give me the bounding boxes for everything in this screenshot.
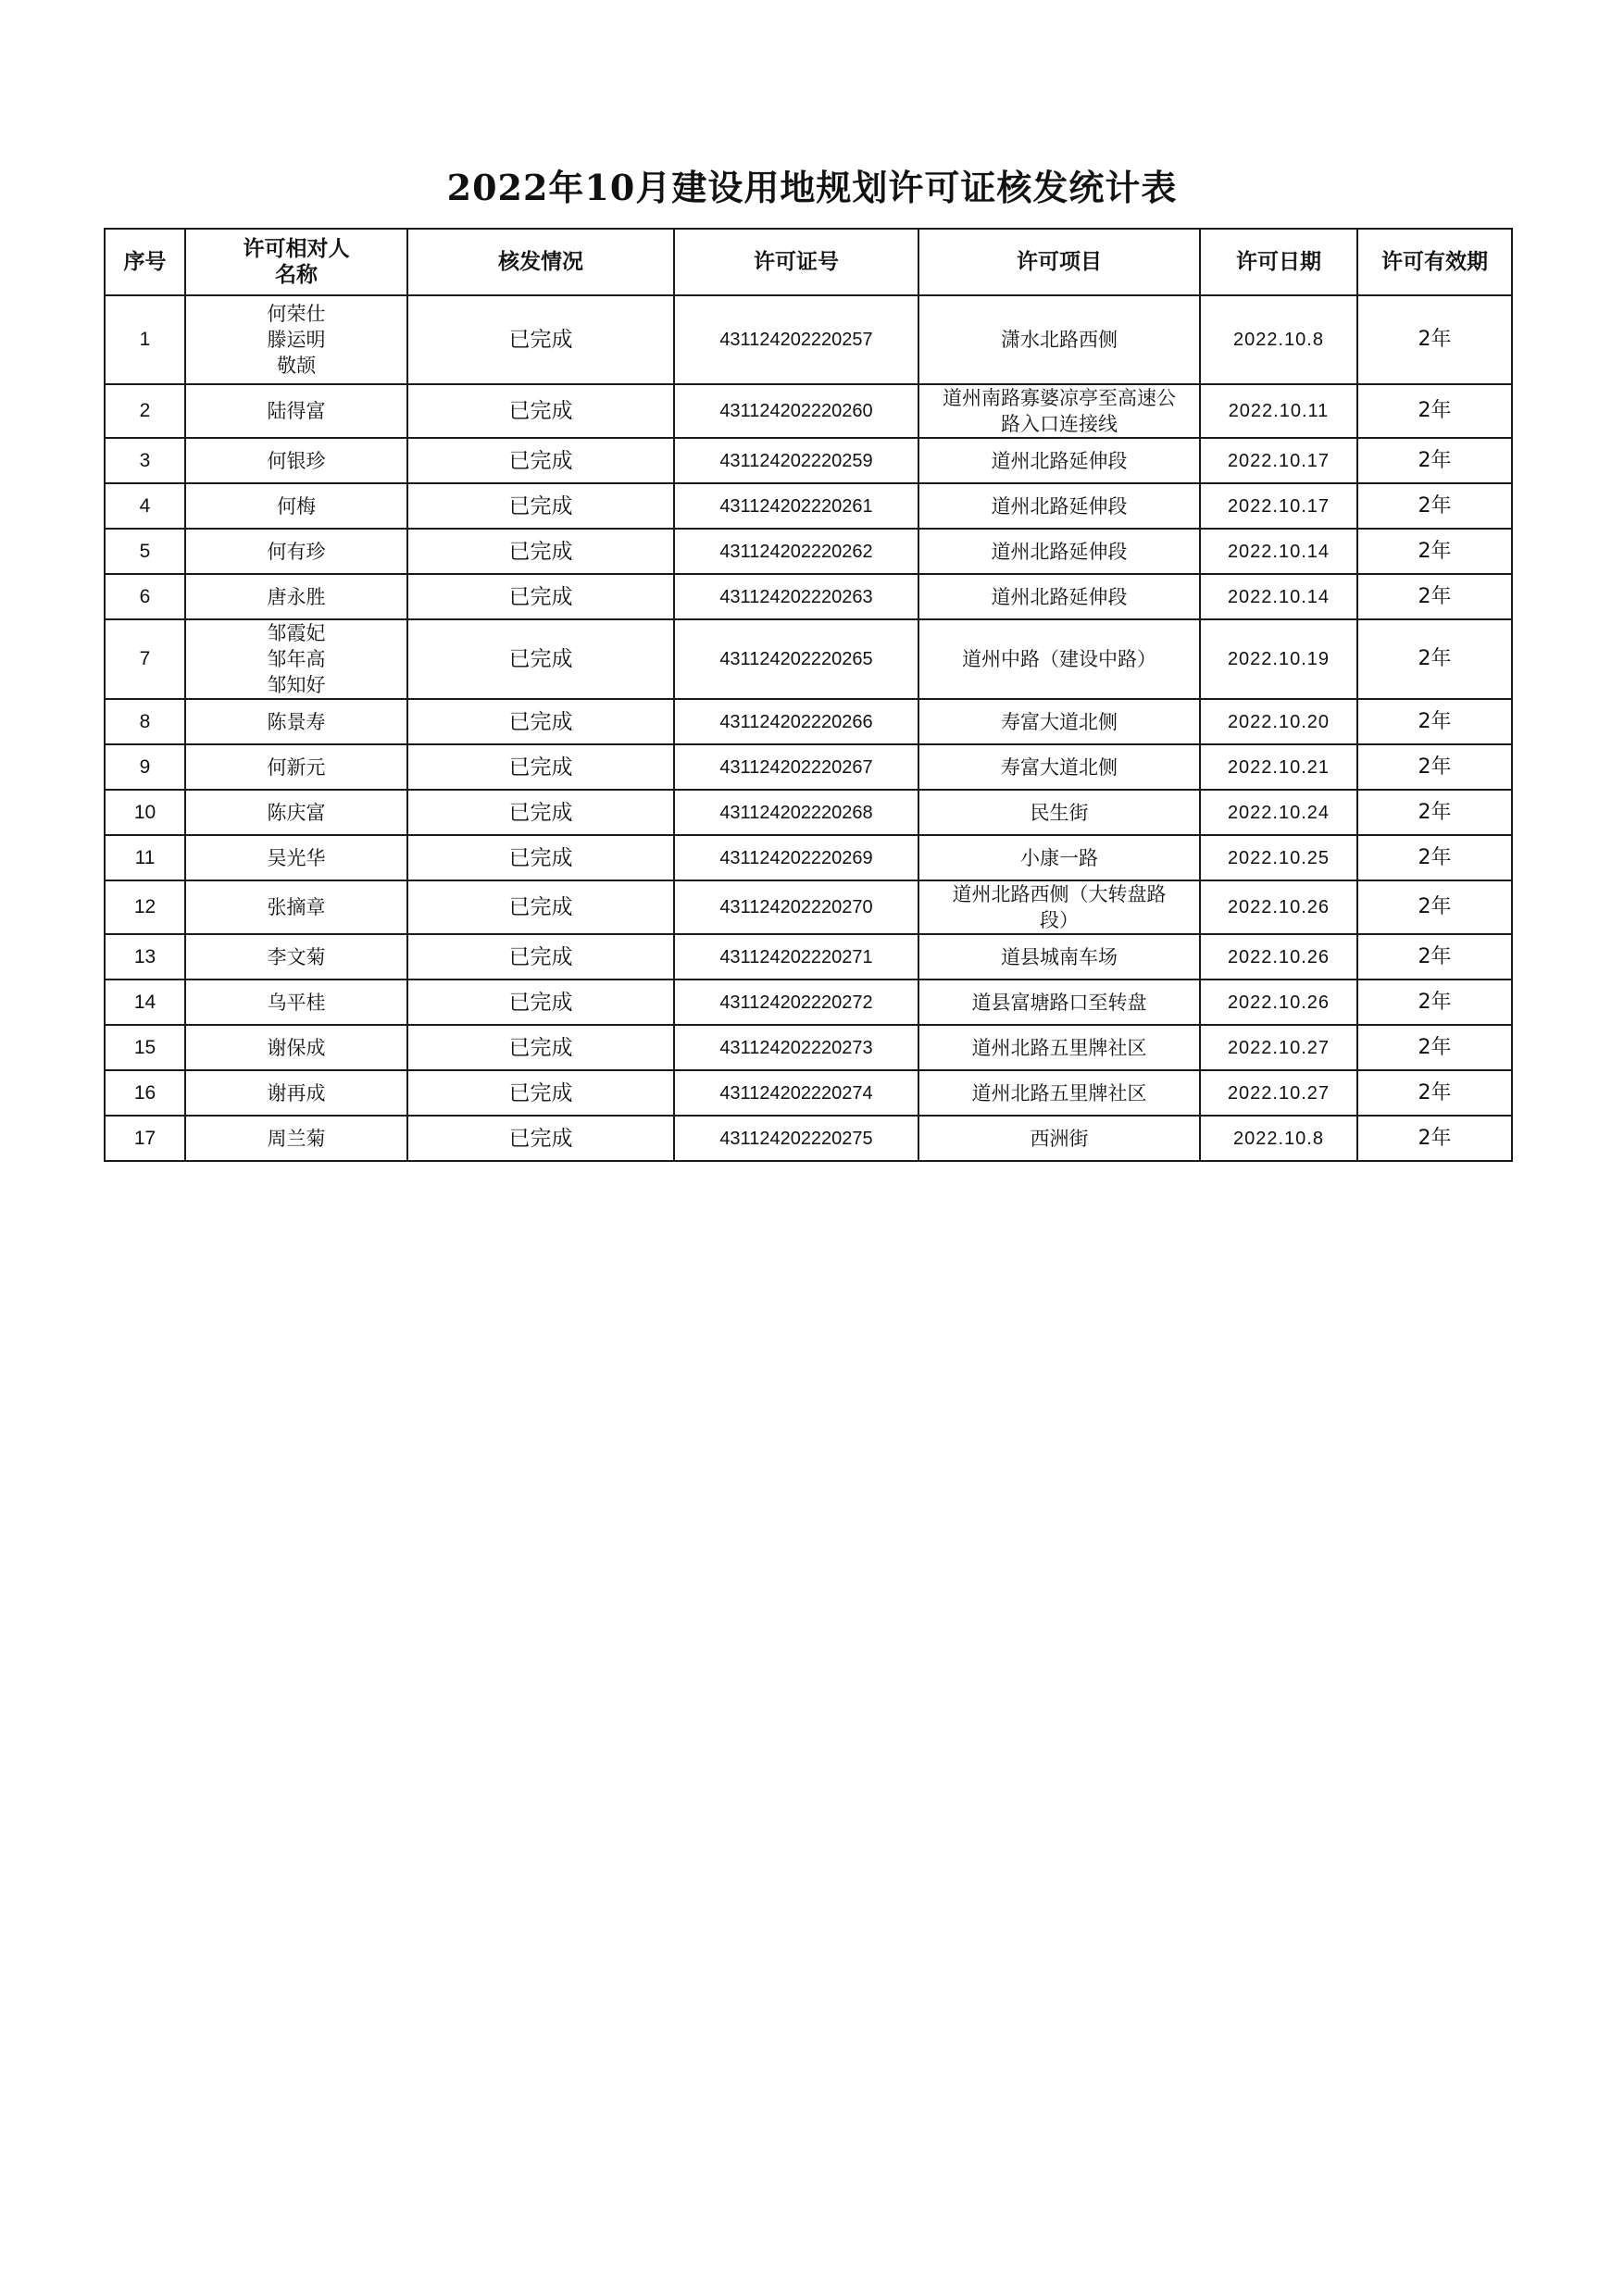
cell-seq: 3 (105, 438, 185, 483)
cell-applicant (185, 699, 407, 744)
applicant-name: 何新元 (267, 755, 326, 779)
cell-permit-no: 431124202220266 (674, 699, 918, 744)
applicant-name: 谢保成 (267, 1036, 326, 1059)
cell-applicant (185, 438, 407, 483)
page-title: 2022年10月建设用地规划许可证核发统计表 (446, 167, 1178, 208)
cell-applicant (185, 483, 407, 529)
cell-date: 2022.10.26 (1200, 880, 1357, 934)
cell-status: 已完成 (407, 438, 674, 483)
cell-date: 2022.10.27 (1200, 1070, 1357, 1116)
project-line: 道州北路五里牌社区 (971, 1081, 1147, 1104)
cell-project (918, 483, 1200, 529)
cell-date: 2022.10.8 (1200, 1116, 1357, 1161)
project-line: 道州北路五里牌社区 (971, 1036, 1147, 1059)
applicant-name: 周兰菊 (267, 1127, 326, 1150)
header-status: 核发情况 (407, 229, 674, 295)
applicant-name: 邹知好 (267, 674, 326, 696)
project-line: 寿富大道北侧 (1001, 710, 1118, 733)
project-line: 道州北路延伸段 (991, 494, 1128, 518)
cell-validity: 2年 (1357, 744, 1512, 790)
cell-applicant (185, 619, 407, 699)
cell-seq: 14 (105, 980, 185, 1025)
table-row (105, 835, 1512, 880)
table-row (105, 1070, 1512, 1116)
project-line: 道县城南车场 (1001, 945, 1118, 968)
cell-date: 2022.10.17 (1200, 483, 1357, 529)
header-date: 许可日期 (1200, 229, 1357, 295)
cell-validity: 2年 (1357, 790, 1512, 835)
project-line: 道县富塘路口至转盘 (971, 991, 1147, 1014)
project-line: 西洲街 (1030, 1127, 1089, 1150)
cell-status: 已完成 (407, 880, 674, 934)
cell-seq: 8 (105, 699, 185, 744)
applicant-name: 邹霞妃 (267, 622, 326, 644)
cell-validity: 2年 (1357, 1116, 1512, 1161)
table-row (105, 934, 1512, 980)
cell-project (918, 699, 1200, 744)
cell-date: 2022.10.11 (1200, 384, 1357, 438)
cell-status: 已完成 (407, 1025, 674, 1070)
table-row (105, 980, 1512, 1025)
applicant-name: 敬颉 (277, 355, 316, 377)
cell-status: 已完成 (407, 295, 674, 384)
cell-seq: 6 (105, 574, 185, 619)
cell-date: 2022.10.24 (1200, 790, 1357, 835)
table-row (105, 699, 1512, 744)
cell-applicant (185, 980, 407, 1025)
project-line: 道州中路（建设中路） (962, 648, 1156, 670)
cell-validity: 2年 (1357, 1070, 1512, 1116)
project-line: 潇水北路西侧 (1001, 329, 1118, 351)
header-seq: 序号 (105, 229, 185, 295)
cell-seq: 10 (105, 790, 185, 835)
cell-permit-no: 431124202220271 (674, 934, 918, 980)
cell-seq: 15 (105, 1025, 185, 1070)
cell-status: 已完成 (407, 529, 674, 574)
cell-seq: 13 (105, 934, 185, 980)
cell-permit-no: 431124202220262 (674, 529, 918, 574)
cell-date: 2022.10.26 (1200, 934, 1357, 980)
cell-permit-no: 431124202220261 (674, 483, 918, 529)
applicant-name: 张摘章 (267, 896, 326, 918)
cell-seq: 4 (105, 483, 185, 529)
cell-project (918, 619, 1200, 699)
cell-applicant (185, 1025, 407, 1070)
cell-seq: 5 (105, 529, 185, 574)
table-row (105, 880, 1512, 934)
cell-project (918, 1025, 1200, 1070)
cell-date: 2022.10.17 (1200, 438, 1357, 483)
applicant-name: 何有珍 (267, 540, 326, 563)
cell-date: 2022.10.26 (1200, 980, 1357, 1025)
cell-project (918, 790, 1200, 835)
cell-applicant (185, 574, 407, 619)
header-permit-no: 许可证号 (674, 229, 918, 295)
cell-status: 已完成 (407, 574, 674, 619)
project-line: 道州北路西侧（大转盘路 (952, 883, 1167, 905)
cell-date: 2022.10.21 (1200, 744, 1357, 790)
project-line: 路入口连接线 (1001, 413, 1118, 435)
cell-applicant (185, 835, 407, 880)
cell-project (918, 574, 1200, 619)
cell-project (918, 1070, 1200, 1116)
cell-validity: 2年 (1357, 438, 1512, 483)
cell-permit-no: 431124202220274 (674, 1070, 918, 1116)
table-row (105, 619, 1512, 699)
applicant-name: 唐永胜 (267, 585, 326, 608)
cell-applicant (185, 790, 407, 835)
cell-date: 2022.10.20 (1200, 699, 1357, 744)
cell-permit-no: 431124202220270 (674, 880, 918, 934)
cell-date: 2022.10.27 (1200, 1025, 1357, 1070)
cell-seq: 17 (105, 1116, 185, 1161)
cell-project (918, 529, 1200, 574)
header-applicant-line1: 许可相对人 (243, 237, 350, 261)
table-row (105, 483, 1512, 529)
cell-project (918, 1116, 1200, 1161)
cell-permit-no: 431124202220267 (674, 744, 918, 790)
cell-date: 2022.10.14 (1200, 574, 1357, 619)
cell-project (918, 438, 1200, 483)
cell-validity: 2年 (1357, 835, 1512, 880)
applicant-name: 李文菊 (267, 945, 326, 968)
table-row (105, 529, 1512, 574)
applicant-name: 滕运明 (267, 329, 326, 351)
cell-project (918, 980, 1200, 1025)
cell-applicant (185, 744, 407, 790)
table-row (105, 1025, 1512, 1070)
cell-seq: 1 (105, 295, 185, 384)
table-row (105, 1116, 1512, 1161)
cell-status: 已完成 (407, 483, 674, 529)
cell-permit-no: 431124202220263 (674, 574, 918, 619)
header-applicant-line2: 名称 (275, 263, 318, 287)
cell-seq: 11 (105, 835, 185, 880)
project-line: 道州北路延伸段 (991, 585, 1128, 608)
cell-status: 已完成 (407, 1070, 674, 1116)
applicant-name: 陈景寿 (267, 710, 326, 733)
cell-seq: 7 (105, 619, 185, 699)
project-line: 道州北路延伸段 (991, 540, 1128, 563)
cell-permit-no: 431124202220259 (674, 438, 918, 483)
cell-seq: 12 (105, 880, 185, 934)
cell-validity: 2年 (1357, 574, 1512, 619)
project-line: 寿富大道北侧 (1001, 755, 1118, 779)
applicant-name: 谢再成 (267, 1081, 326, 1104)
cell-permit-no: 431124202220272 (674, 980, 918, 1025)
applicant-name: 何荣仕 (267, 303, 326, 325)
cell-applicant (185, 384, 407, 438)
project-line: 道州北路延伸段 (991, 449, 1128, 472)
table-row (105, 295, 1512, 384)
table-row (105, 574, 1512, 619)
applicant-name: 邹年高 (267, 648, 326, 670)
cell-project (918, 934, 1200, 980)
cell-applicant (185, 1070, 407, 1116)
table-row (105, 384, 1512, 438)
project-line: 民生街 (1030, 801, 1089, 824)
cell-seq: 9 (105, 744, 185, 790)
cell-date: 2022.10.19 (1200, 619, 1357, 699)
cell-applicant (185, 934, 407, 980)
applicant-name: 何银珍 (267, 449, 326, 472)
cell-validity: 2年 (1357, 619, 1512, 699)
project-line: 小康一路 (1020, 846, 1098, 869)
cell-status: 已完成 (407, 934, 674, 980)
header-project: 许可项目 (918, 229, 1200, 295)
cell-permit-no: 431124202220260 (674, 384, 918, 438)
table-row (105, 790, 1512, 835)
cell-seq: 2 (105, 384, 185, 438)
cell-validity: 2年 (1357, 934, 1512, 980)
cell-permit-no: 431124202220269 (674, 835, 918, 880)
cell-status: 已完成 (407, 835, 674, 880)
cell-validity: 2年 (1357, 699, 1512, 744)
cell-permit-no: 431124202220273 (674, 1025, 918, 1070)
cell-project (918, 384, 1200, 438)
cell-permit-no: 431124202220268 (674, 790, 918, 835)
table-row (105, 438, 1512, 483)
applicant-name: 陆得富 (267, 400, 326, 422)
cell-permit-no: 431124202220265 (674, 619, 918, 699)
cell-date: 2022.10.14 (1200, 529, 1357, 574)
applicant-name: 吴光华 (267, 846, 326, 869)
cell-status: 已完成 (407, 980, 674, 1025)
cell-project (918, 835, 1200, 880)
cell-seq: 16 (105, 1070, 185, 1116)
cell-status: 已完成 (407, 699, 674, 744)
header-row (105, 229, 1512, 295)
project-line: 段） (1040, 909, 1079, 931)
cell-applicant (185, 529, 407, 574)
cell-validity: 2年 (1357, 880, 1512, 934)
cell-status: 已完成 (407, 744, 674, 790)
applicant-name: 何梅 (277, 494, 316, 518)
header-validity: 许可有效期 (1357, 229, 1512, 295)
cell-validity: 2年 (1357, 295, 1512, 384)
table-row (105, 744, 1512, 790)
cell-project (918, 880, 1200, 934)
cell-applicant (185, 880, 407, 934)
cell-date: 2022.10.25 (1200, 835, 1357, 880)
cell-date: 2022.10.8 (1200, 295, 1357, 384)
permit-table (104, 228, 1513, 1162)
cell-status: 已完成 (407, 790, 674, 835)
cell-validity: 2年 (1357, 1025, 1512, 1070)
cell-validity: 2年 (1357, 980, 1512, 1025)
cell-status: 已完成 (407, 619, 674, 699)
applicant-name: 陈庆富 (267, 801, 326, 824)
project-line: 道州南路寡婆凉亭至高速公 (943, 387, 1176, 409)
cell-status: 已完成 (407, 384, 674, 438)
cell-project (918, 744, 1200, 790)
cell-status: 已完成 (407, 1116, 674, 1161)
cell-permit-no: 431124202220257 (674, 295, 918, 384)
cell-applicant (185, 295, 407, 384)
cell-applicant (185, 1116, 407, 1161)
cell-project (918, 295, 1200, 384)
applicant-name: 乌平桂 (267, 991, 326, 1014)
table-body (105, 295, 1512, 1161)
cell-validity: 2年 (1357, 384, 1512, 438)
cell-validity: 2年 (1357, 483, 1512, 529)
header-applicant (185, 229, 407, 295)
cell-validity: 2年 (1357, 529, 1512, 574)
cell-permit-no: 431124202220275 (674, 1116, 918, 1161)
